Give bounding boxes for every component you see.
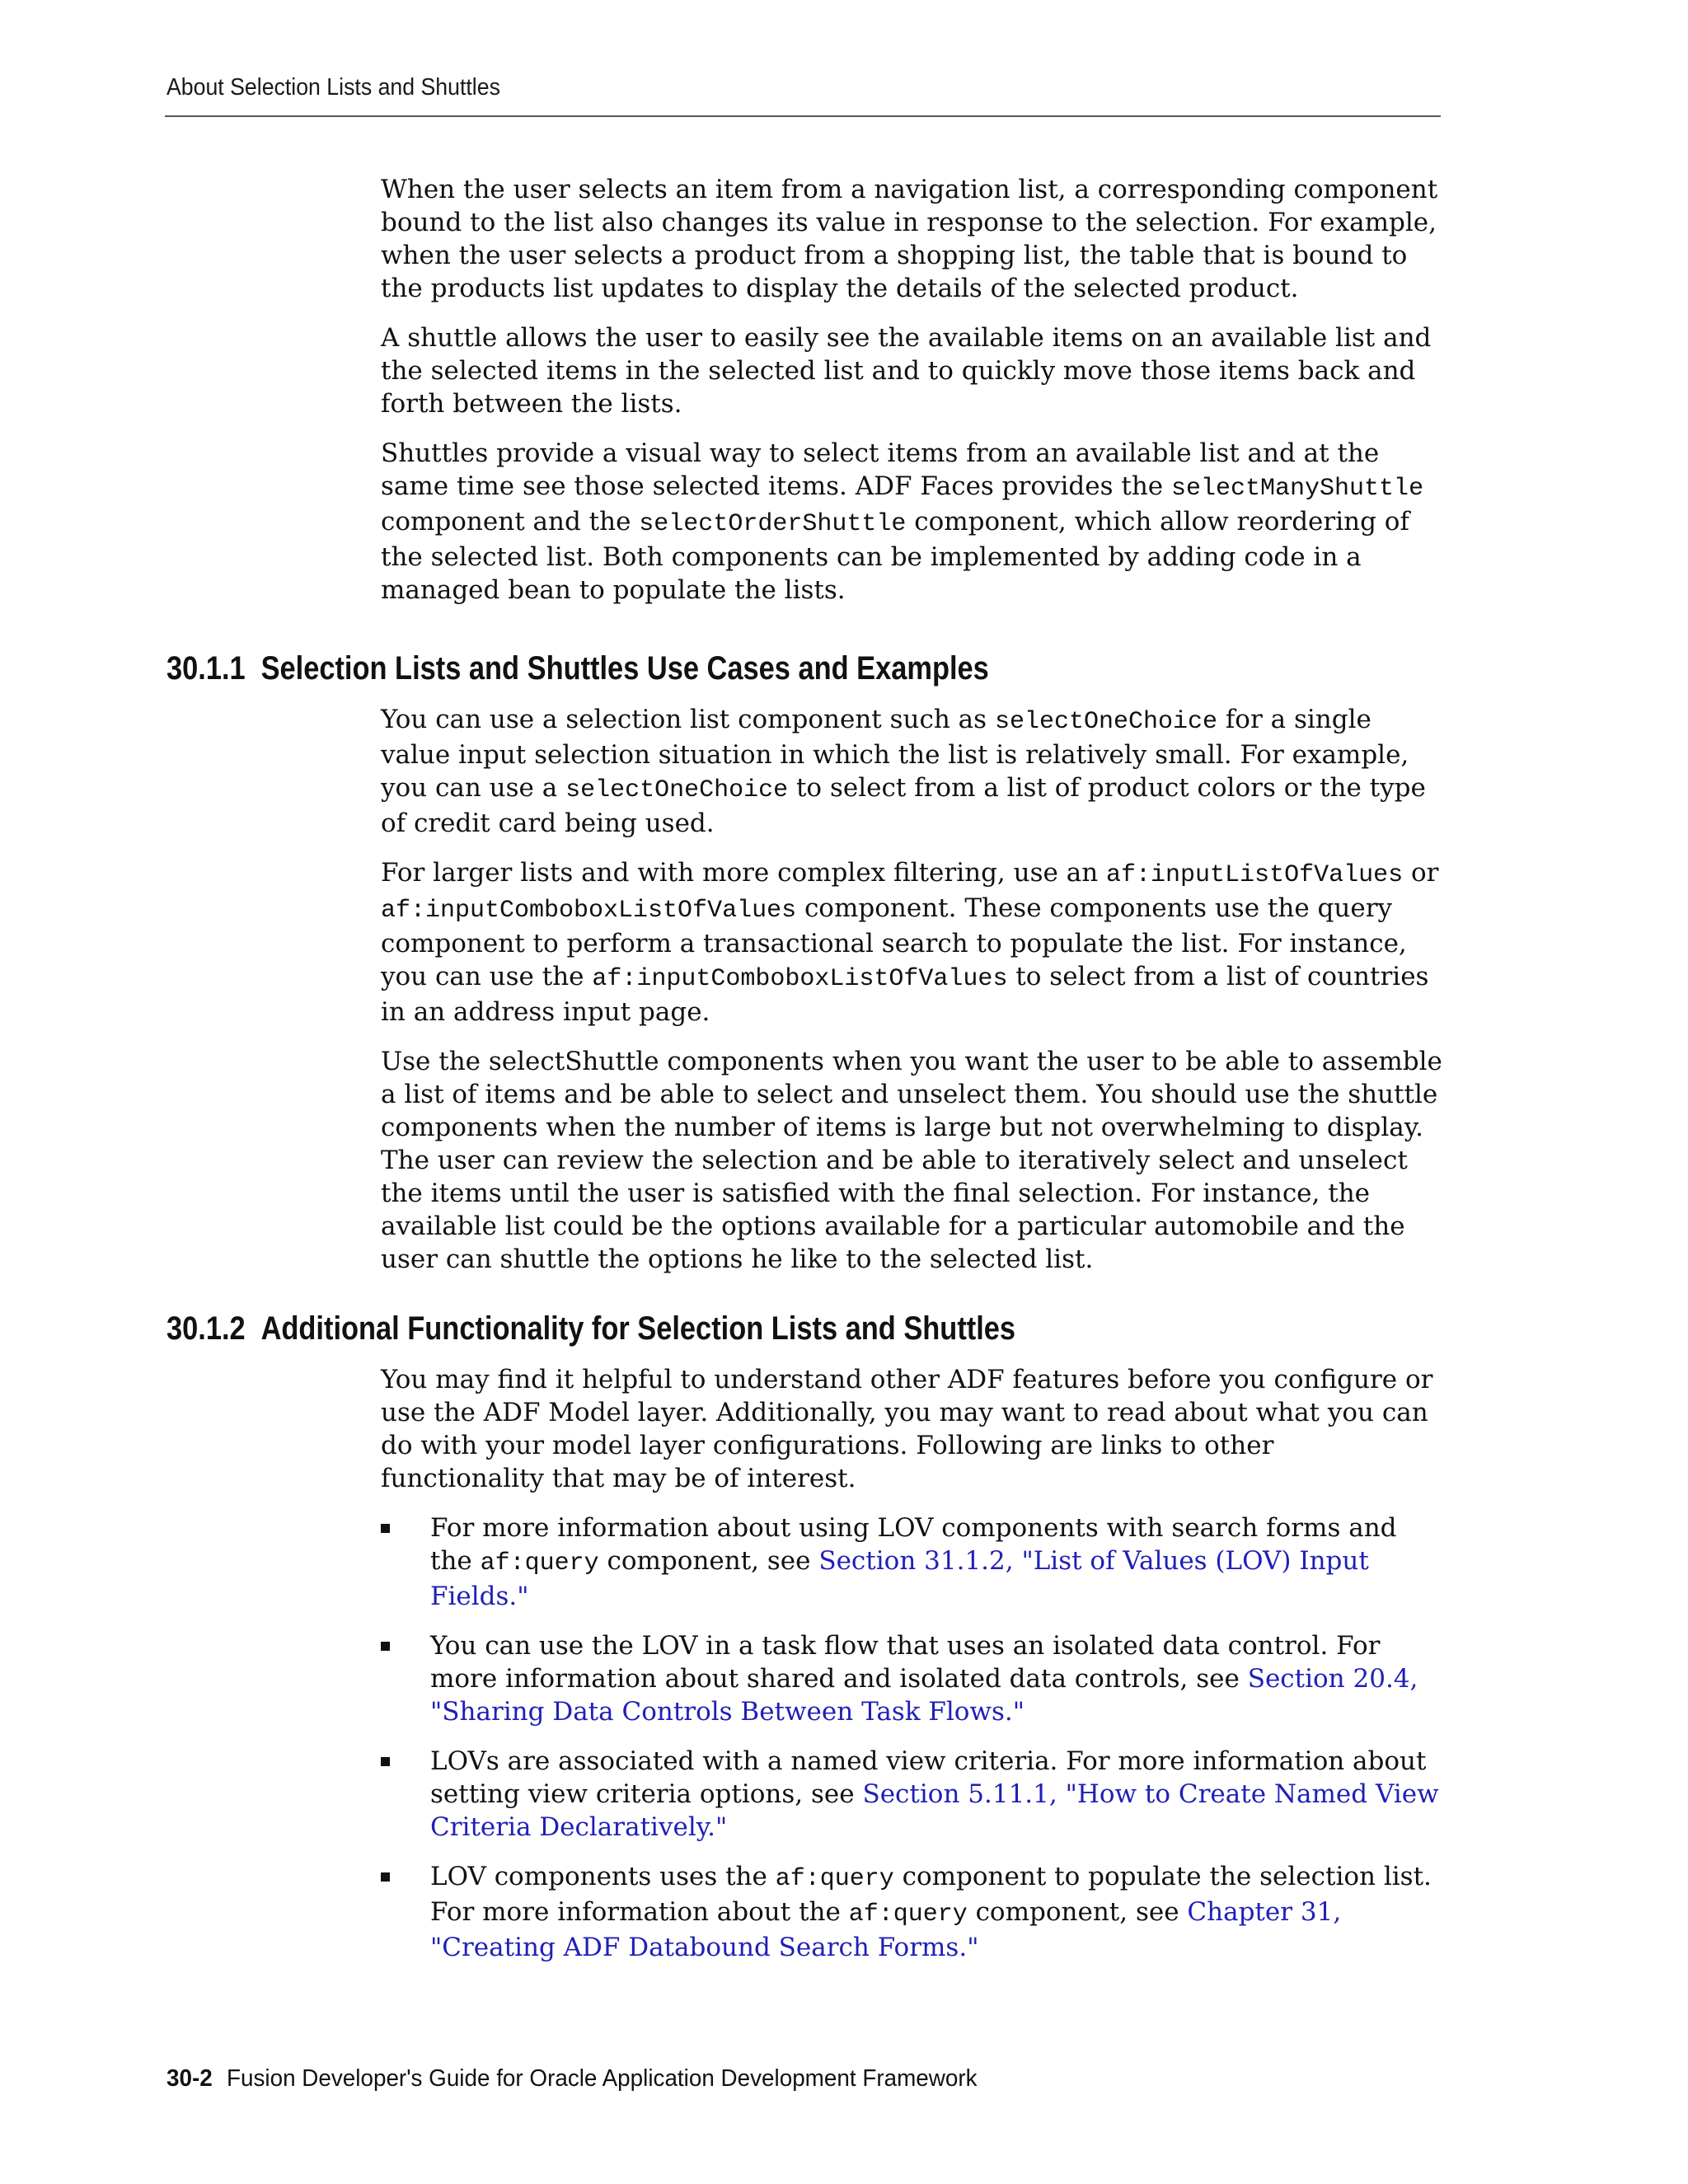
- text-run: You can use a selection list component such as: [381, 705, 995, 734]
- section-1-paragraph-2: [381, 856, 1444, 1029]
- bullet-square-icon: [381, 1642, 390, 1651]
- section-heading-30-1-1: [166, 650, 989, 687]
- section-2-block: [381, 1363, 1444, 1980]
- section-1-paragraph-3: Use the selectShuttle components when you want the user to be able to assemble a list of items and be able to select and unselect them. You should use the shuttle components when the number of items is large but not overwhelming to display. The user can review the selection and be able to iteratively select and unselect the items until the user is satisfied with the final selection. For instance, the available list could be the options available for a particular automobile and the user can shuttle the options he like to the selected list.: [381, 1047, 1442, 1274]
- text-run: component, see: [598, 1546, 819, 1576]
- page-footer: [166, 2065, 978, 2093]
- text-run: component and the: [381, 507, 640, 537]
- code-af-query: af:query: [480, 1549, 599, 1577]
- text-run: You can use the LOV in a task flow that uses an isolated data control. For more information about shared and isolated data controls, see: [430, 1631, 1381, 1694]
- text-run: or: [1403, 858, 1439, 888]
- code-af-query: af:query: [848, 1900, 968, 1929]
- code-input-combobox-list-of-values: af:inputComboboxListOfValues: [381, 897, 797, 925]
- link-chapter-31[interactable]: Chapter 31, "Creating ADF Databound Search Forms.": [430, 1897, 1342, 1962]
- list-item: [381, 1860, 1444, 1964]
- intro-paragraph-2: A shuttle allows the user to easily see the available items on an available list and the selected items in the selected list and to quickly move those items back and forth between the lists.: [381, 323, 1432, 419]
- bullet-square-icon: [381, 1757, 390, 1766]
- intro-paragraph-3: [381, 437, 1444, 607]
- text-run: component. These components use the query component to perform a transactional search to populate the list. For instance, you can use the: [381, 893, 1407, 991]
- link-section-20-4[interactable]: Section 20.4, "Sharing Data Controls Between Task Flows.": [430, 1664, 1418, 1727]
- code-select-many-shuttle: selectManyShuttle: [1171, 475, 1424, 503]
- section-1-paragraph-1: [381, 703, 1444, 840]
- section-title: Additional Functionality for Selection Lists and Shuttles: [260, 1310, 1016, 1347]
- text-run: For more information about using LOV components with search forms and the: [430, 1513, 1397, 1576]
- code-input-combobox-list-of-values: af:inputComboboxListOfValues: [592, 965, 1008, 993]
- text-run: component to populate the selection list. For more information about the: [430, 1862, 1432, 1927]
- text-run: LOVs are associated with a named view criteria. For more information about setting view criteria options, see: [430, 1746, 1427, 1809]
- section-2-paragraph-1: You may find it helpful to understand other ADF features before you configure or use the ADF Model layer. Additionally, you may want to read about what you can do with your model layer configurations. Following are links to other functionality that may be of interest.: [381, 1365, 1433, 1493]
- section-1-block: [381, 703, 1444, 1292]
- code-input-list-of-values: af:inputListOfValues: [1106, 861, 1404, 889]
- related-links-list: [381, 1511, 1444, 1964]
- section-title: Selection Lists and Shuttles Use Cases and Examples: [260, 650, 989, 687]
- list-item: [381, 1745, 1444, 1844]
- list-item: [381, 1511, 1444, 1613]
- text-run: LOV components uses the: [430, 1862, 776, 1891]
- link-section-5-11-1[interactable]: Section 5.11.1, "How to Create Named View Criteria Declaratively.": [430, 1779, 1439, 1842]
- bullet-square-icon: [381, 1872, 390, 1882]
- header-rule: [165, 115, 1441, 117]
- text-run: component, which allow reordering of the selected list. Both components can be implemented by adding code in a managed bean to populate the lists.: [381, 507, 1409, 605]
- book-title: Fusion Developer's Guide for Oracle Application Development Framework: [227, 2065, 978, 2092]
- section-number: 30.1.2: [166, 1310, 246, 1347]
- intro-paragraph-1: When the user selects an item from a navigation list, a corresponding component bound to the list also changes its value in response to the selection. For example, when the user selects a product from a shopping list, the table that is bound to the products list updates to display the details of the selected product.: [381, 175, 1438, 303]
- code-select-one-choice: selectOneChoice: [994, 708, 1217, 736]
- link-section-31-1-2[interactable]: Section 31.1.2, "List of Values (LOV) Input Fields.": [430, 1546, 1369, 1611]
- running-header: About Selection Lists and Shuttles: [166, 74, 500, 101]
- list-item: [381, 1629, 1444, 1728]
- bullet-square-icon: [381, 1524, 390, 1533]
- intro-block: [381, 173, 1444, 623]
- text-run: Shuttles provide a visual way to select items from an available list and at the same time see those selected items. ADF Faces provides the: [381, 438, 1380, 501]
- code-select-order-shuttle: selectOrderShuttle: [639, 510, 907, 538]
- text-run: component, see: [967, 1897, 1188, 1927]
- page-number: 30-2: [166, 2065, 213, 2092]
- text-run: to select from a list of product colors or the type of credit card being used.: [381, 773, 1426, 838]
- code-af-query: af:query: [775, 1865, 894, 1893]
- text-run: For larger lists and with more complex filtering, use an: [381, 858, 1107, 888]
- code-select-one-choice: selectOneChoice: [565, 776, 789, 804]
- text-run: for a single value input selection situation in which the list is relatively small. For example, you can use a: [381, 705, 1409, 803]
- section-number: 30.1.1: [166, 650, 246, 687]
- text-run: to select from a list of countries in an address input page.: [381, 962, 1429, 1027]
- section-heading-30-1-2: [166, 1310, 1015, 1347]
